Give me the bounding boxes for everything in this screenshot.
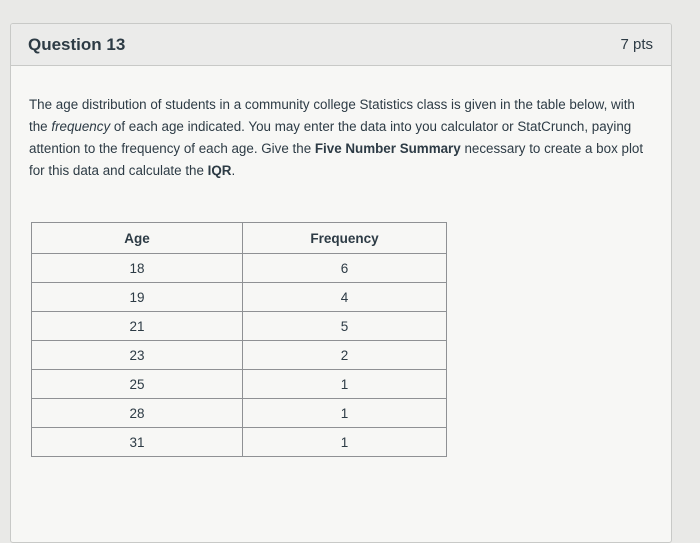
table-row: [32, 254, 447, 283]
question-body: [11, 66, 671, 182]
age-cell: 31: [32, 428, 243, 457]
question-text-part: The age distribution of students in a community college Statistics class is given in the table below, with the: [29, 97, 635, 134]
frequency-cell: 2: [243, 341, 447, 370]
age-cell: 28: [32, 399, 243, 428]
question-text-emphasis: frequency: [51, 119, 111, 134]
column-header-frequency: Frequency: [243, 223, 447, 254]
frequency-cell: 1: [243, 399, 447, 428]
frequency-table: [31, 222, 447, 457]
table-header-row: [32, 223, 447, 254]
frequency-cell: 1: [243, 428, 447, 457]
table-row: [32, 428, 447, 457]
question-text-part: .: [231, 163, 236, 178]
column-header-age: Age: [32, 223, 243, 254]
age-cell: 19: [32, 283, 243, 312]
frequency-cell: 6: [243, 254, 447, 283]
table-row: [32, 341, 447, 370]
table-row: [32, 370, 447, 399]
question-text-bold: IQR: [207, 163, 232, 178]
age-cell: 25: [32, 370, 243, 399]
frequency-cell: 5: [243, 312, 447, 341]
question-text-part: of each age indicated. You may enter the data into you calculator or StatCrunch, paying attention to the frequency of each age. Give the: [29, 119, 632, 156]
question-title: Question 13: [28, 34, 126, 54]
question-header: [11, 24, 671, 66]
question-text-part: necessary to create a box plot for this data and calculate the: [29, 141, 644, 178]
question-card: [10, 23, 672, 543]
table-row: [32, 399, 447, 428]
frequency-cell: 1: [243, 370, 447, 399]
age-cell: 23: [32, 341, 243, 370]
question-text: [29, 94, 655, 182]
question-points: 7 pts: [620, 36, 653, 53]
frequency-cell: 4: [243, 283, 447, 312]
question-text-bold: Five Number Summary: [314, 141, 461, 156]
table-row: [32, 312, 447, 341]
age-cell: 18: [32, 254, 243, 283]
age-cell: 21: [32, 312, 243, 341]
table-row: [32, 283, 447, 312]
